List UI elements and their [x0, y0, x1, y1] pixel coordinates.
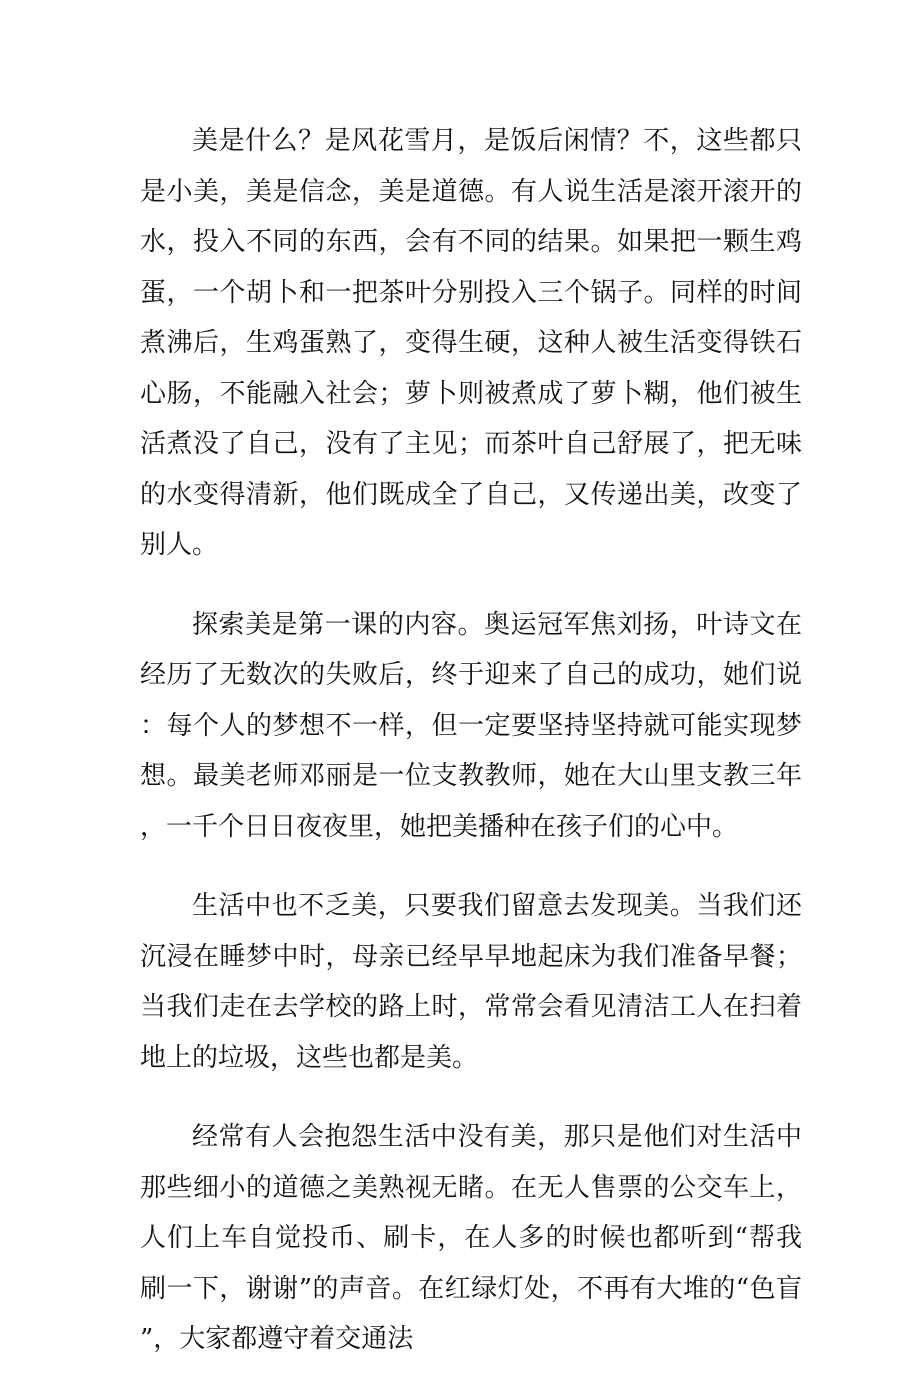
essay-body [140, 116, 802, 1394]
paragraph-1: 美是什么？是风花雪月，是饭后闲情？不，这些都只是小美，美是信念，美是道德。有人说生活是滚开滚开的水，投入不同的东西，会有不同的结果。如果把一颗生鸡蛋，一个胡卜和一把茶叶分别投入三个锅子。同样的时间煮沸后，生鸡蛋熟了，变得生硬，这种人被生活变得铁石心肠，不能融入社会；萝卜则被煮成了萝卜糊，他们被生活煮没了自己，没有了主见；而茶叶自己舒展了，把无味的水变得清新，他们既成全了自己，又传递出美，改变了别人。 [140, 126, 802, 560]
paragraph-2: 探索美是第一课的内容。奥运冠军焦刘扬，叶诗文在经历了无数次的失败后，终于迎来了自己的成功，她们说：每个人的梦想不一样，但一定要坚持坚持就可能实现梦想。最美老师邓丽是一位支教教师，她在大山里支教三年，一千个日日夜夜里，她把美播种在孩子们的心中。 [140, 609, 802, 842]
paragraph-4: 经常有人会抱怨生活中没有美，那只是他们对生活中那些细小的道德之美熟视无睹。在无人售票的公交车上，人们上车自觉投币、刷卡，在人多的时候也都听到“帮我刷一下，谢谢”的声音。在红绿灯处，不再有大堆的“色盲”，大家都遵守着交通法 [140, 1122, 802, 1354]
paragraph-3: 生活中也不乏美，只要我们留意去发现美。当我们还沉浸在睡梦中时，母亲已经早早地起床为我们准备早餐；当我们走在去学校的路上时，常常会看见清洁工人在扫着地上的垃圾，这些也都是美。 [140, 891, 802, 1073]
